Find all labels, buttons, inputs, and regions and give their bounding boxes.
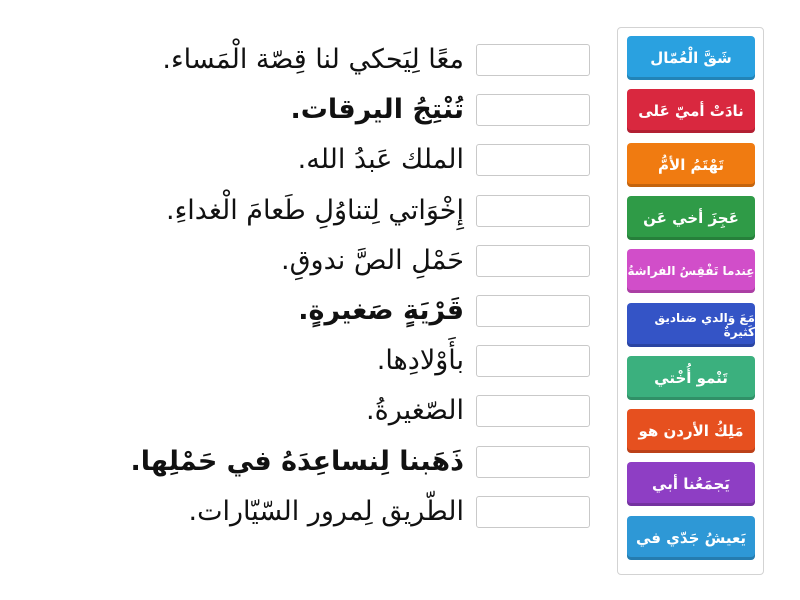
sentence-row [291,90,590,130]
sentence-text: قَرْيَةٍ صَغيرةٍ. [298,295,464,326]
sentence-row [166,191,590,231]
answer-drop-box[interactable] [476,94,590,126]
answer-tile[interactable]: تَنْمو أُخْتي [627,356,755,400]
sentence-text: إِخْوَاتي لِتناوُلِ طَعامَ الْغداءِ. [166,194,464,226]
sentence-text: الصّغيرةُ. [366,395,464,427]
answer-drop-box[interactable] [476,195,590,227]
sentence-row [130,442,590,482]
answer-tile[interactable]: مَلِكُ الأردن هو [627,409,755,453]
sentence-row [366,391,590,431]
sentence-text: حَمْلِ الصَّ ندوقِ. [281,244,464,276]
sentence-row [162,40,590,80]
answer-tile[interactable]: تَهْتَمُ الأمُّ [627,143,755,187]
answer-tile[interactable]: مَعَ وَالدي صَناديق كَثيرةٌ [627,303,755,347]
answer-tile[interactable]: نادَتْ أميّ عَلى [627,89,755,133]
sentence-row [298,291,590,331]
answer-drop-box[interactable] [476,395,590,427]
sentence-row [188,492,590,532]
answer-drop-box[interactable] [476,245,590,277]
sentence-text: الطّريق لِمرور السّيّارات. [188,495,464,527]
answer-tile[interactable]: شَقَّ الْعُمّال [627,36,755,80]
answer-drop-box[interactable] [476,144,590,176]
answer-tile[interactable]: عِندما تَفْقِسُ الفراشةُ [627,249,755,293]
sentence-text: الملك عَبدُ الله. [297,144,464,176]
answer-drop-box[interactable] [476,446,590,478]
sentence-text: ذَهَبنا لِنساعِدَهُ في حَمْلِها. [130,445,464,477]
answer-drop-box[interactable] [476,295,590,327]
answer-drop-box[interactable] [476,44,590,76]
answer-tile-bank [617,27,764,575]
sentence-text: بأَوْلادِها. [376,345,464,377]
sentence-row [298,140,590,180]
answer-drop-box[interactable] [476,496,590,528]
sentence-row [377,341,590,381]
sentence-text: معًا لِيَحكي لنا قِصّة الْمَساء. [162,44,464,75]
sentence-row [281,241,590,281]
answer-tile[interactable]: يَعيشُ جَدّي في [627,516,755,560]
answer-tile[interactable]: عَجِزَ أخي عَن [627,196,755,240]
sentence-text: تُنْتِجُ اليرقات. [290,94,464,126]
answer-drop-box[interactable] [476,345,590,377]
answer-tile[interactable]: يَجمَعُنا أبي [627,462,755,506]
